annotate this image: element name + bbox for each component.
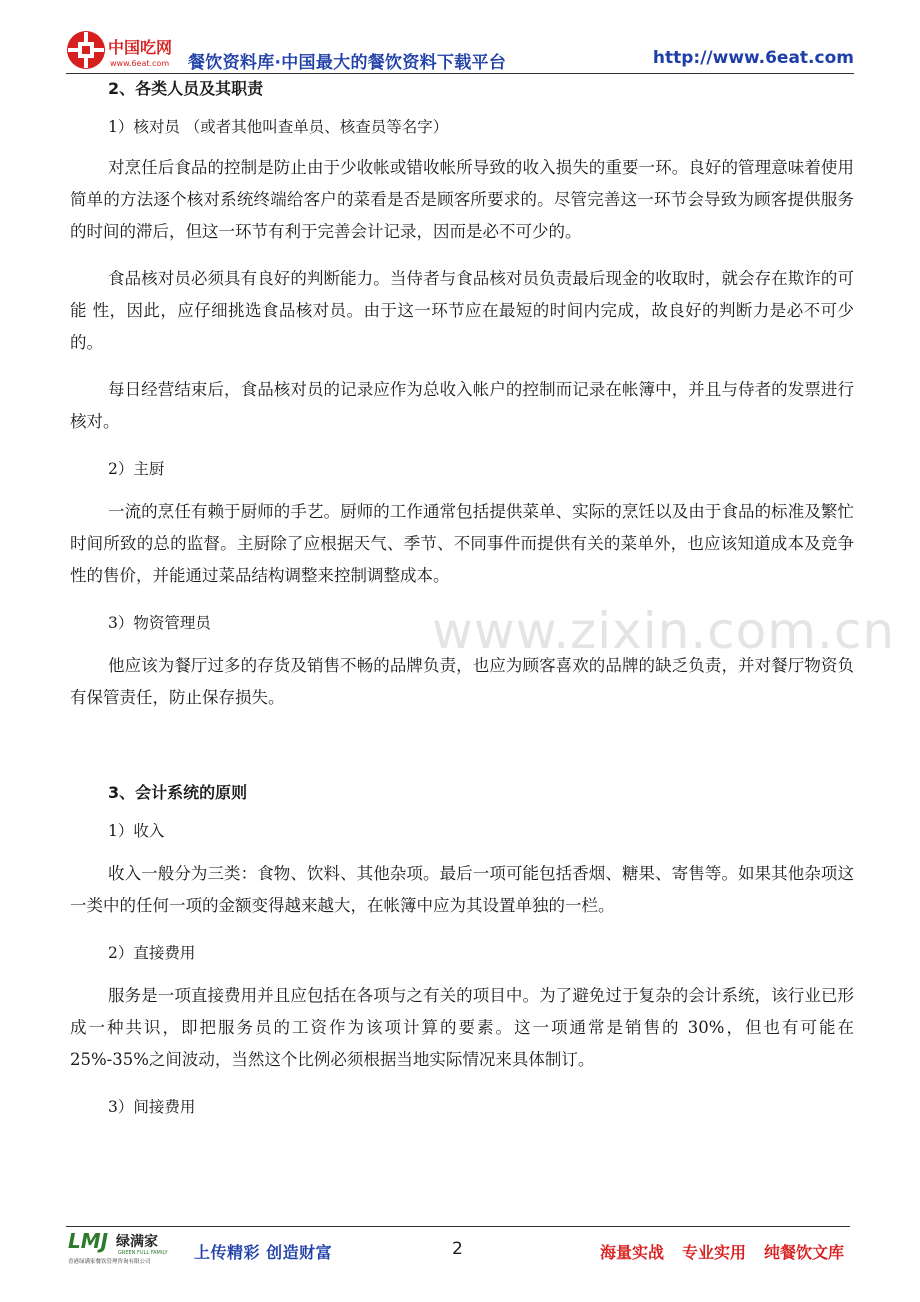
site-logo bbox=[66, 28, 184, 72]
svg-text:中国吃网: 中国吃网 bbox=[108, 38, 173, 57]
page-footer bbox=[66, 1228, 850, 1268]
sub-heading: 1）收入 bbox=[108, 822, 165, 840]
paragraph: 收入一般分为三类：食物、饮料、其他杂项。最后一项可能包括香烟、糖果、寄售等。如果其他杂项这一类中的任何一项的金额变得越来越大，在帐簿中应为其设置单独的一栏。 bbox=[70, 864, 854, 915]
sub-heading: 3）间接费用 bbox=[108, 1098, 196, 1116]
watermark: www.zixin.com.cn bbox=[432, 602, 896, 660]
section-heading: 3、会计系统的原则 bbox=[108, 783, 248, 802]
svg-text:www.6eat.com: www.6eat.com bbox=[110, 59, 170, 68]
svg-text:绿满家: 绿满家 bbox=[116, 1234, 158, 1250]
svg-text:LMJ: LMJ bbox=[68, 1229, 109, 1253]
svg-text:香港绿满家餐饮管理咨询有限公司: 香港绿满家餐饮管理咨询有限公司 bbox=[68, 1259, 151, 1265]
sub-heading: 3）物资管理员 bbox=[108, 614, 211, 632]
footer-tag: 海量实战 bbox=[599, 1243, 664, 1262]
page-header bbox=[66, 28, 854, 74]
header-divider bbox=[66, 73, 854, 74]
sub-heading: 2）主厨 bbox=[108, 460, 165, 478]
sub-heading: 2）直接费用 bbox=[108, 944, 196, 962]
footer-logo bbox=[66, 1228, 186, 1266]
paragraph: 食品核对员必须具有良好的判断能力。当侍者与食品核对员负责最后现金的收取时，就会存在欺诈的可能 性，因此，应仔细挑选食品核对员。由于这一环节应在最短的时间内完成，故良好的判断力是必不可少的。 bbox=[70, 269, 854, 352]
header-url-link[interactable]: http://www.6eat.com bbox=[652, 48, 854, 68]
section-heading: 2、各类人员及其职责 bbox=[108, 79, 264, 98]
page-number: 2 bbox=[452, 1239, 463, 1259]
footer-tag: 专业实用 bbox=[681, 1243, 746, 1262]
document-body bbox=[70, 76, 854, 1120]
sub-heading: 1）核对员 （或者其他叫查单员、核查员等名字） bbox=[108, 118, 449, 136]
svg-text:GREEN FULL FAMILY: GREEN FULL FAMILY bbox=[118, 1250, 168, 1256]
footer-tags bbox=[600, 1240, 844, 1263]
section-accounting-principles bbox=[70, 780, 854, 1120]
section-personnel bbox=[70, 76, 854, 714]
footer-divider bbox=[66, 1226, 850, 1227]
paragraph: 每日经营结束后，食品核对员的记录应作为总收入帐户的控制而记录在帐簿中，并且与侍者的发票进行核对。 bbox=[70, 380, 854, 431]
footer-tag: 纯餐饮文库 bbox=[763, 1243, 844, 1262]
paragraph: 对烹任后食品的控制是防止由于少收帐或错收帐所导致的收入损失的重要一环。良好的管理意味着使用简单的方法逐个核对系统终端给客户的菜看是否是顾客所要求的。尽管完善这一环节会导致为顾客提供服务的时间的滞后，但这一环节有利于完善会计记录，因而是必不可少的。 bbox=[70, 158, 854, 241]
header-title: 餐饮资料库·中国最大的餐饮资料下载平台 bbox=[188, 53, 507, 73]
paragraph: 他应该为餐厅过多的存货及销售不畅的品牌负责，也应为顾客喜欢的品牌的缺乏负责，并对餐厅物资负有保管责任，防止保存损失。 bbox=[70, 656, 854, 707]
footer-slogan: 上传精彩 创造财富 bbox=[194, 1243, 333, 1262]
paragraph: 一流的烹任有赖于厨师的手艺。厨师的工作通常包括提供菜单、实际的烹饪以及由于食品的标准及繁忙时间所致的总的监督。主厨除了应根据天气、季节、不同事件而提供有关的菜单外，也应该知道成本及竞争性的售价，并能通过菜品结构调整来控制调整成本。 bbox=[70, 502, 854, 585]
paragraph: 服务是一项直接费用并且应包括在各项与之有关的项目中。为了避免过于复杂的会计系统，该行业已形成一种共识，即把服务员的工资作为该项计算的要素。这一项通常是销售的 30%，但也有可能在 25%-35%之间波动，当然这个比例必须根据当地实际情况来具体制订。 bbox=[70, 986, 854, 1069]
